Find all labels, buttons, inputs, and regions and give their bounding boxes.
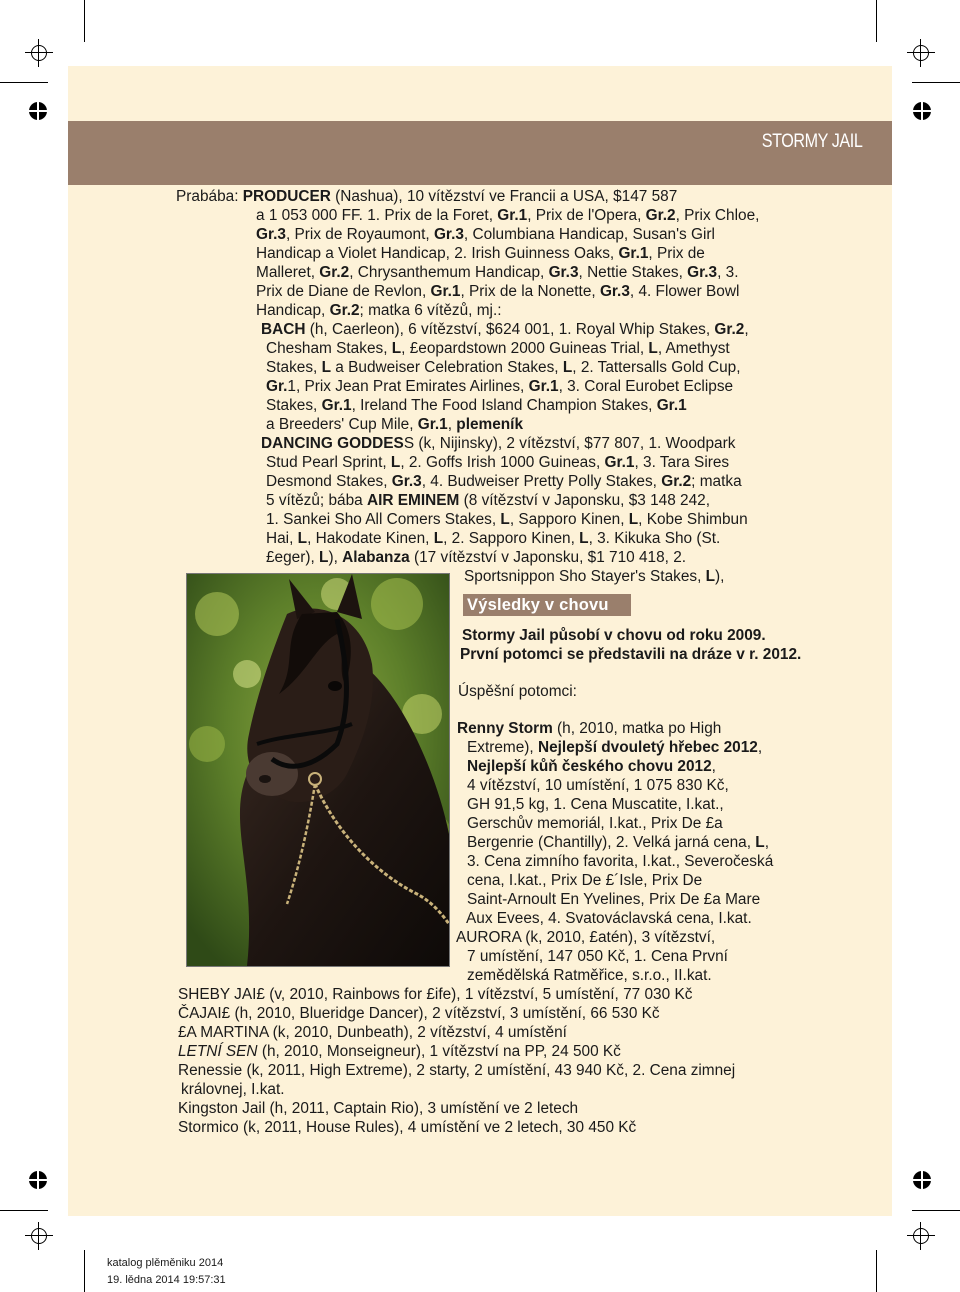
pedigree-line: Stakes, L a Budweiser Celebration Stakes, L, 2. Tattersalls Gold Cup, — [266, 359, 741, 376]
crop-mark — [876, 0, 877, 42]
pedigree-line: 5 vítězů; bába AIR EMINEM (8 vítězství v Japonsku, $3 148 242, — [266, 492, 710, 509]
horse-photo — [186, 573, 450, 967]
pedigree-line: Sportsnippon Sho Stayer's Stakes, L), — [464, 568, 725, 585]
stud-info-line: První potomci se představili na dráze v r. 2012. — [460, 646, 802, 663]
offspring-line: 4 vítězství, 10 umístění, 1 075 830 Kč, — [467, 777, 729, 794]
registration-mark — [907, 39, 935, 67]
offspring-heading: Úspěšní potomci: — [458, 683, 577, 700]
pedigree-line: Prabába: PRODUCER (Nashua), 10 vítězství ve Francii a USA, $147 587 — [176, 188, 678, 205]
pedigree-line: Handicap, Gr.2; matka 6 vítězů, mj.: — [256, 302, 502, 319]
offspring-line: Bergenrie (Chantilly), 2. Velká jarná cena, L, — [467, 834, 769, 851]
crop-mark — [84, 0, 85, 42]
pedigree-line: Stud Pearl Sprint, L, 2. Goffs Irish 1000 Guineas, Gr.1, 3. Tara Sires — [266, 454, 730, 471]
registration-mark — [25, 39, 53, 67]
offspring-line: Kingston Jail (h, 2011, Captain Rio), 3 umístění ve 2 letech — [178, 1100, 579, 1117]
footer-catalog-name: katalog plěměniku 2014 — [107, 1257, 224, 1269]
pedigree-line: Gr.1, Prix Jean Prat Emirates Airlines, Gr.1, 3. Coral Eurobet Eclipse — [266, 378, 734, 395]
pedigree-line: Malleret, Gr.2, Chrysanthemum Handicap, Gr.3, Nettie Stakes, Gr.3, 3. — [256, 264, 739, 281]
pedigree-line: Chesham Stakes, L, £eopardstown 2000 Guineas Trial, L, Amethyst — [266, 340, 730, 357]
stud-info-line: Stormy Jail působí v chovu od roku 2009. — [462, 627, 766, 644]
offspring-line: £A MARTINA (k, 2010, Dunbeath), 2 vítězství, 4 umístění — [178, 1024, 567, 1041]
offspring-line: 3. Cena zimního favorita, I.kat., Severočeská — [467, 853, 774, 870]
results-heading — [463, 594, 631, 616]
registration-dot — [912, 101, 932, 121]
offspring-line: Aux Evees, 4. Svatováclavská cena, I.kat. — [466, 910, 752, 927]
offspring-line: GH 91,5 kg, 1. Cena Muscatite, I.kat., — [467, 796, 724, 813]
crop-mark — [912, 82, 960, 83]
offspring-line: Renessie (k, 2011, High Extreme), 2 starty, 2 umístění, 43 940 Kč, 2. Cena zimnej — [178, 1062, 736, 1079]
registration-dot — [28, 101, 48, 121]
pedigree-line: Desmond Stakes, Gr.3, 4. Budweiser Pretty Polly Stakes, Gr.2; matka — [266, 473, 742, 490]
offspring-line: SHEBY JAI£ (v, 2010, Rainbows for £ife), 1 vítězství, 5 umístění, 77 030 Kč — [178, 986, 693, 1003]
pedigree-line: BACH (h, Caerleon), 6 vítězství, $624 001, 1. Royal Whip Stakes, Gr.2, — [261, 321, 749, 338]
pedigree-line: £eger), L), Alabanza (17 vítězství v Japonsku, $1 710 418, 2. — [266, 549, 687, 566]
crop-mark — [912, 1210, 960, 1211]
offspring-line: Gerschův memoriál, I.kat., Prix De £a — [467, 815, 723, 832]
results-heading-label: Výsledky v chovu — [467, 596, 609, 614]
pedigree-line: Handicap a Violet Handicap, 2. Irish Guinness Oaks, Gr.1, Prix de — [256, 245, 705, 262]
pedigree-line: DANCING GODDESS (k, Nijinsky), 2 vítězství, $77 807, 1. Woodpark — [261, 435, 736, 452]
offspring-line: Nejlepší kůň českého chovu 2012, — [467, 758, 716, 775]
offspring-line: Extreme), Nejlepší dvouletý hřebec 2012, — [467, 739, 763, 756]
crop-mark — [0, 1210, 48, 1211]
crop-mark — [84, 1250, 85, 1292]
registration-mark — [907, 1222, 935, 1250]
registration-dot — [28, 1170, 48, 1190]
offspring-line: královnej, I.kat. — [181, 1081, 285, 1098]
registration-dot — [912, 1170, 932, 1190]
horse-portrait-image — [187, 574, 449, 966]
offspring-line: LETNÍ SEN (h, 2010, Monseigneur), 1 vítězství na PP, 24 500 Kč — [178, 1043, 621, 1060]
pedigree-line: Prix de Diane de Revlon, Gr.1, Prix de la Nonette, Gr.3, 4. Flower Bowl — [256, 283, 740, 300]
pedigree-line: Stakes, Gr.1, Ireland The Food Island Champion Stakes, Gr.1 — [266, 397, 687, 414]
crop-mark — [0, 82, 48, 83]
pedigree-line: Gr.3, Prix de Royaumont, Gr.3, Columbiana Handicap, Susan's Girl — [256, 226, 715, 243]
offspring-line: 7 umístění, 147 050 Kč, 1. Cena První — [467, 948, 728, 965]
offspring-line: ČAJAI£ (h, 2010, Blueridge Dancer), 2 vítězství, 3 umístění, 66 530 Kč — [178, 1005, 660, 1022]
offspring-line: Stormico (k, 2011, House Rules), 4 umístění ve 2 letech, 30 450 Kč — [178, 1119, 637, 1136]
offspring-line: Saint-Arnoult En Yvelines, Prix De £a Mare — [467, 891, 761, 908]
pedigree-line: 1. Sankei Sho All Comers Stakes, L, Sapporo Kinen, L, Kobe Shimbun — [266, 511, 748, 528]
crop-mark — [876, 1250, 877, 1292]
offspring-line: Renny Storm (h, 2010, matka po High — [457, 720, 722, 737]
offspring-line: AURORA (k, 2010, £atén), 3 vítězství, — [456, 929, 716, 946]
registration-mark — [25, 1222, 53, 1250]
offspring-line: cena, I.kat., Prix De £´Isle, Prix De — [467, 872, 703, 889]
pedigree-line: a 1 053 000 FF. 1. Prix de la Foret, Gr.1, Prix de l'Opera, Gr.2, Prix Chloe, — [256, 207, 760, 224]
footer-timestamp: 19. lědna 2014 19:57:31 — [107, 1274, 226, 1286]
offspring-line: zemědělská Ratměřice, s.r.o., II.kat. — [467, 967, 712, 984]
pedigree-line: a Breeders' Cup Mile, Gr.1, plemeník — [266, 416, 524, 433]
pedigree-line: Hai, L, Hakodate Kinen, L, 2. Sapporo Kinen, L, 3. Kikuka Sho (St. — [266, 530, 721, 547]
horse-name-title: STORMY JAIL — [761, 131, 862, 152]
